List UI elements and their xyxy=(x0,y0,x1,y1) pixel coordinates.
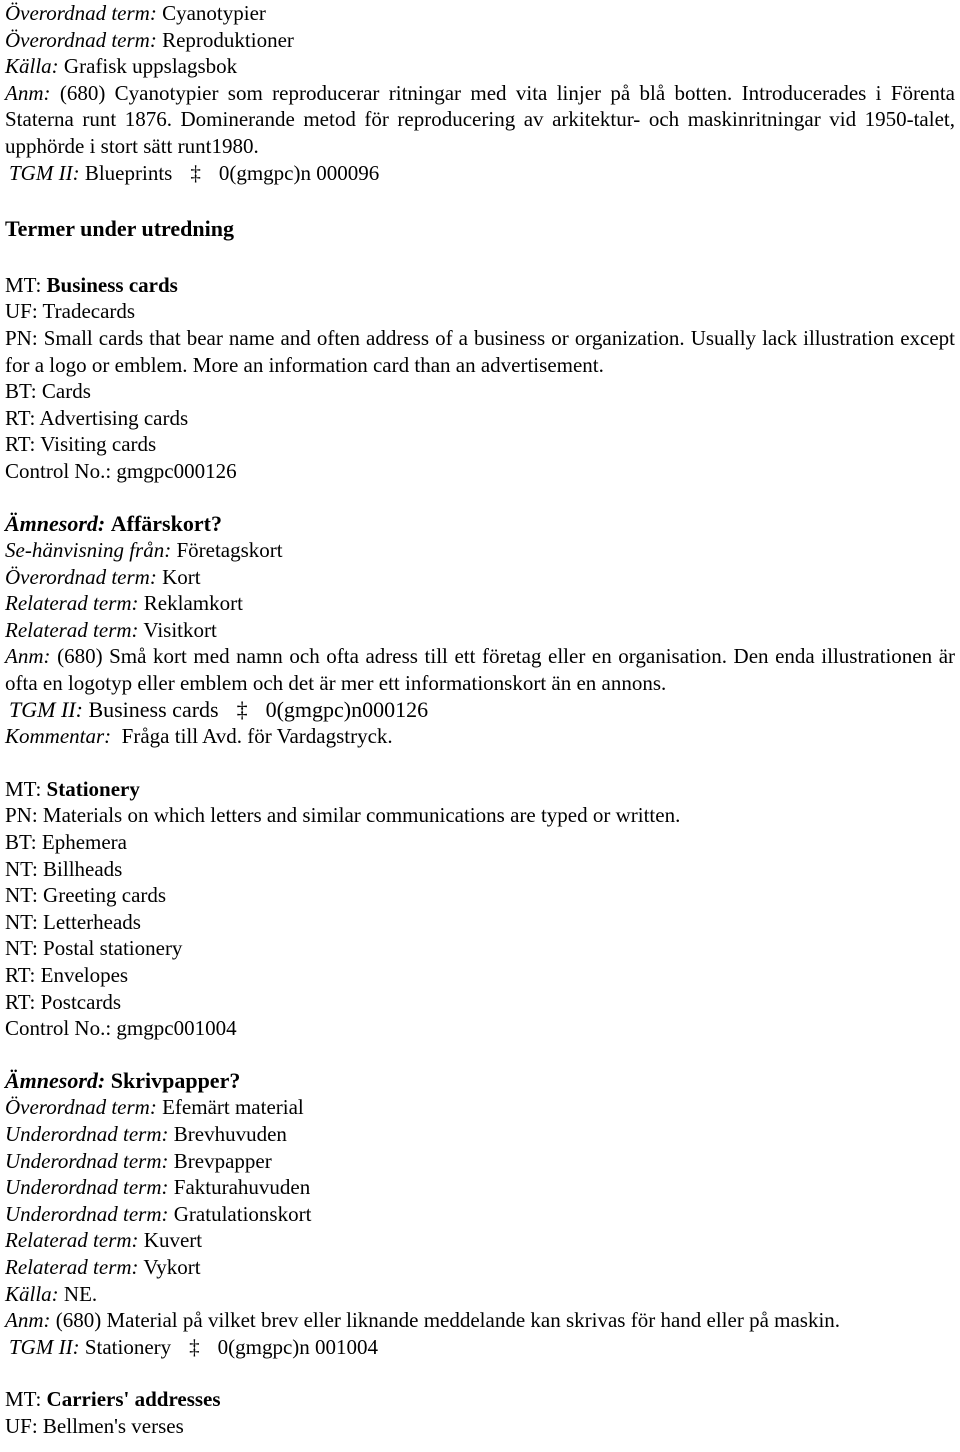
note-paragraph: Anm: (680) Små kort med namn och ofta adress till ett företag eller en organisation. Den enda illustrationen är ofta en logotyp eller emblem och det är mer ett informationskort än en annons. xyxy=(5,644,956,696)
tgm-line: TGM II: Stationery ‡ 0(gmgpc)n 001004 xyxy=(9,1334,379,1359)
narrower-term-line: Underordnad term: Gratulationskort xyxy=(5,1201,312,1226)
see-from-line: Se-hänvisning från: Företagskort xyxy=(5,538,283,563)
related-term-line: RT: Postcards xyxy=(5,989,122,1014)
document-page xyxy=(5,0,955,1440)
related-term-line: RT: Envelopes xyxy=(5,963,129,987)
related-term-line: Relaterad term: Kuvert xyxy=(5,1228,203,1253)
broader-term-line: Överordnad term: Reproduktioner xyxy=(5,27,294,52)
narrower-term-line: Underordnad term: Brevhuvuden xyxy=(5,1121,287,1146)
used-for-line: UF: Tradecards xyxy=(5,299,136,324)
main-term-line: MT: Business cards xyxy=(5,272,178,297)
subject-line: Ämnesord: Skrivpapper? xyxy=(5,1067,241,1093)
used-for-line: UF: Bellmen's verses xyxy=(5,1413,184,1438)
broader-term-line: Överordnad term: Efemärt material xyxy=(5,1095,304,1120)
note-paragraph: Anm: (680) Cyanotypier som reproducerar ritningar med vita linjer på blå botten. Introducerades i Förenta Staterna runt 1876. Dominerande metod för reproducering av arkitektur- och maskinritningar vid 1950-talet, upphörde i stort sätt runt1980. xyxy=(5,80,955,158)
related-term-line: Relaterad term: Visitkort xyxy=(5,617,217,642)
broader-term-line: BT: Cards xyxy=(5,379,91,404)
related-term-line: RT: Advertising cards xyxy=(5,405,189,430)
note-line: Anm: (680) Material på vilket brev eller liknande meddelande kan skrivas för hand eller på maskin. xyxy=(5,1308,841,1333)
related-term-line: RT: Visiting cards xyxy=(5,432,157,457)
main-term-line: MT: Carriers' addresses xyxy=(5,1387,221,1412)
source-line: Källa: Grafisk uppslagsbok xyxy=(5,54,238,79)
double-dagger-symbol: ‡ xyxy=(189,1334,200,1359)
related-term-line: Relaterad term: Reklamkort xyxy=(5,591,243,616)
public-note-paragraph: PN: Small cards that bear name and often address of a business or organization. Usually lack illustration except for a logo or emblem. More an information card than an advertisement. xyxy=(5,325,955,377)
narrower-term-line: Underordnad term: Brevpapper xyxy=(5,1148,272,1173)
broader-term-line: BT: Ephemera xyxy=(5,830,127,855)
broader-term-line: Överordnad term: Cyanotypier xyxy=(5,1,266,25)
related-term-line: Relaterad term: Vykort xyxy=(5,1254,201,1279)
narrower-term-line: NT: Greeting cards xyxy=(5,883,167,908)
broader-term-line: Överordnad term: Kort xyxy=(5,564,201,589)
comment-line: Kommentar: Fråga till Avd. för Vardagstryck. xyxy=(5,724,393,749)
main-term-line: MT: Stationery xyxy=(5,776,140,801)
narrower-term-line: Underordnad term: Fakturahuvuden xyxy=(5,1175,311,1200)
tgm-line: TGM II: Business cards ‡ 0(gmgpc)n000126 xyxy=(9,696,429,722)
narrower-term-line: NT: Letterheads xyxy=(5,909,141,934)
double-dagger-symbol: ‡ xyxy=(190,160,201,185)
control-number-line: Control No.: gmgpc001004 xyxy=(5,1016,237,1041)
double-dagger-symbol: ‡ xyxy=(236,696,248,722)
source-line: Källa: NE. xyxy=(5,1281,98,1306)
public-note-line: PN: Materials on which letters and similar communications are typed or written. xyxy=(5,803,681,828)
control-number-line: Control No.: gmgpc000126 xyxy=(5,458,237,483)
tgm-line: TGM II: Blueprints ‡ 0(gmgpc)n 000096 xyxy=(9,160,380,185)
section-heading: Termer under utredning xyxy=(5,216,234,242)
subject-line: Ämnesord: Affärskort? xyxy=(5,510,222,536)
narrower-term-line: NT: Postal stationery xyxy=(5,936,183,961)
narrower-term-line: NT: Billheads xyxy=(5,856,123,881)
